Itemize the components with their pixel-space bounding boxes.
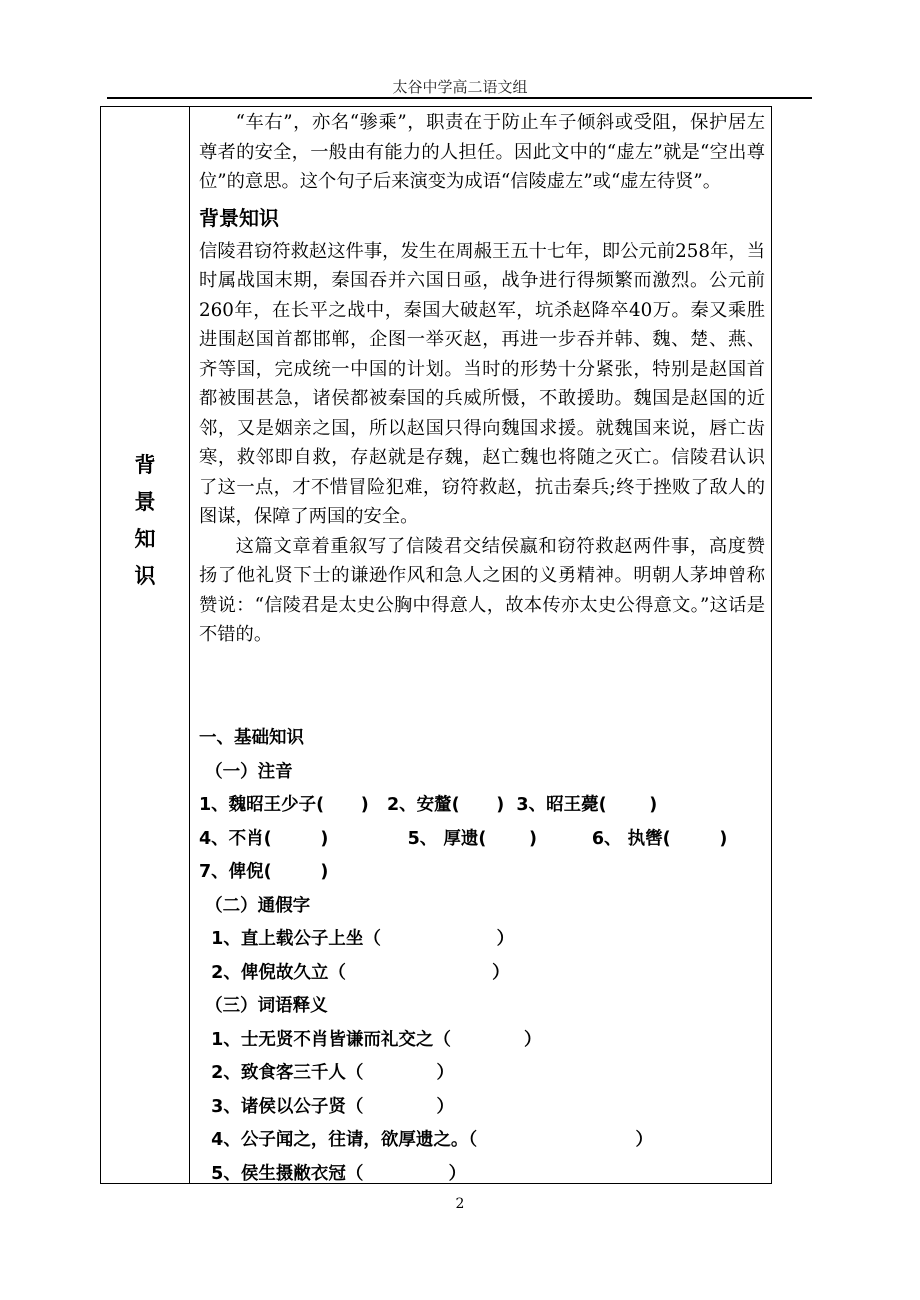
exercise-item: 2、致食客三千人（ ） (199, 1063, 454, 1083)
row-label-char: 背 (134, 452, 156, 477)
content-cell (199, 108, 765, 650)
background-paragraph: 信陵君窃符救赵这件事，发生在周赧王五十七年，即公元前258年，当时属战国末期，秦国吞并六国日亟，战争进行得频繁而激烈。公元前260年，在长平之战中，秦国大破赵军，坑杀赵降卒40万。秦又乘胜进围赵国首都邯郸，企图一举灭赵，再进一步吞并韩、魏、楚、燕、齐等国，完成统一中国的计划。当时的形势十分紧张，特别是赵国首都被围甚急，诸侯都被秦国的兵威所慑，不敢援助。魏国是赵国的近邻，又是姻亲之国，所以赵国只得向魏国求援。就魏国来说，唇亡齿寒，救邻即自救，存赵就是存魏，赵亡魏也将随之灭亡。信陵君认识了这一点，才不惜冒险犯难，窃符救赵，抗击秦兵;终于挫败了敌人的图谋，保障了两国的安全。 (199, 240, 765, 527)
page-header-title: 太谷中学高二语文组 (392, 78, 528, 96)
exercise-item: 4、公子闻之，往请，欲厚遗之。（ ） (199, 1130, 654, 1150)
exercise-item: 1、魏昭王少子( ) 2、安釐( ) 3、昭王薨( ) (199, 795, 658, 815)
intro-paragraph: “车右”，亦名“骖乘”，职责在于防止车子倾斜或受阻，保护居左尊者的安全，一般由有能力的人担任。因此文中的“虚左”就是“空出尊位”的意思。这个句子后来演变为成语“信陵虚左”或“虚左待贤”。 (199, 112, 765, 192)
background-title: 背景知识 (199, 205, 279, 230)
exercise-item: 1、直上载公子上坐（ ） (199, 929, 515, 949)
column-divider (189, 106, 190, 1184)
exercise-item: 1、士无贤不肖皆谦而礼交之（ ） (199, 1029, 542, 1050)
row-label-char: 识 (134, 563, 156, 588)
exercise-section (199, 722, 765, 1191)
exercise-subheading: （二）通假字 (199, 895, 311, 916)
exercise-item: 5、侯生摄敝衣冠（ ） (199, 1163, 467, 1184)
row-label (101, 446, 189, 594)
background-paragraph: 这篇文章着重叙写了信陵君交结侯嬴和窃符救赵两件事，高度赞扬了他礼贤下士的谦逊作风和急人之困的义勇精神。明朝人茅坤曾称赞说：“信陵君是太史公胸中得意人，故本传亦太史公得意文。”这话是不错的。 (199, 535, 765, 645)
exercise-item: 7、俾倪( ) (199, 862, 329, 882)
row-label-char: 知 (134, 526, 156, 551)
exercise-heading: 一、基础知识 (199, 728, 304, 748)
row-label-char: 景 (134, 489, 156, 514)
exercise-subheading: （三）词语释义 (199, 996, 328, 1016)
page-number: 2 (455, 1196, 465, 1212)
exercise-item: 3、诸侯以公子贤（ ） (199, 1096, 454, 1117)
exercise-subheading: （一）注音 (199, 761, 293, 782)
exercise-item: 2、俾倪故久立（ ） (199, 962, 510, 983)
header-rule (107, 97, 812, 99)
exercise-item: 4、不肖( ) 5、 厚遗( ) 6、 执辔( ) (199, 828, 728, 849)
